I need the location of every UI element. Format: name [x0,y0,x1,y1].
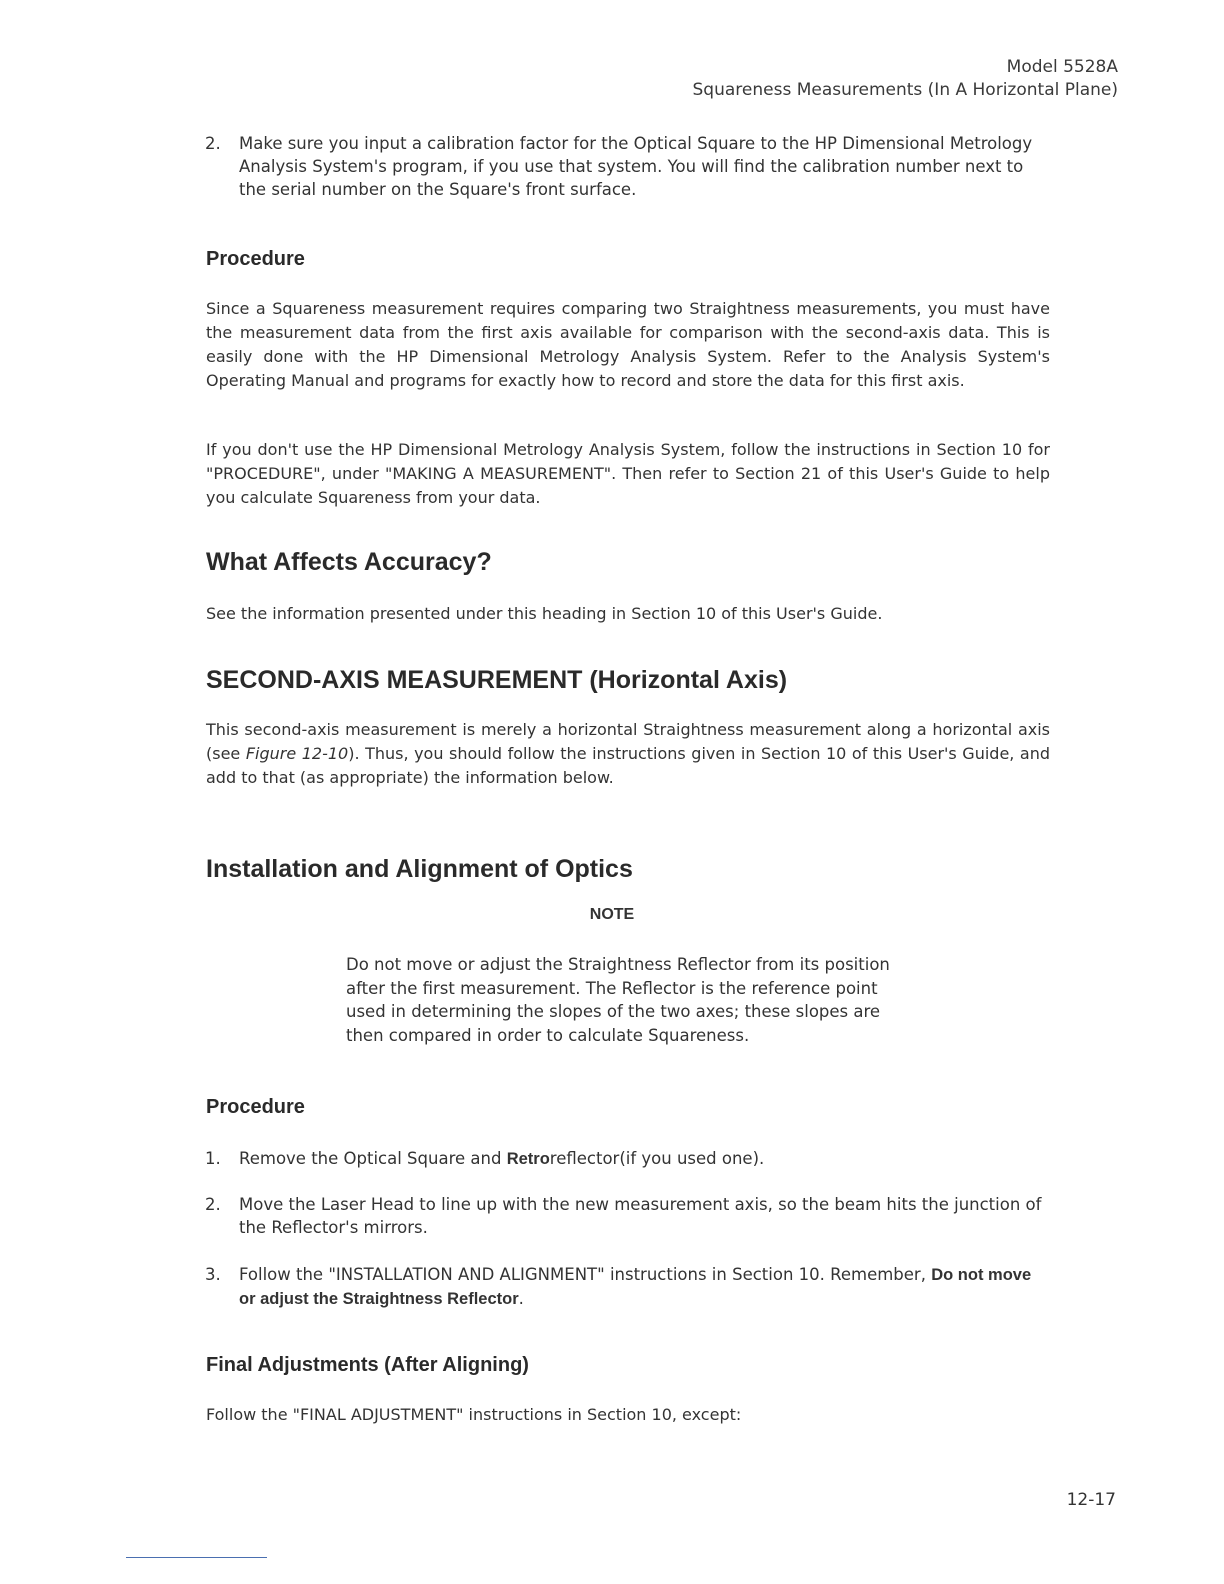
figure-reference: Figure 12-10 [245,744,349,763]
final-adjustments-paragraph: Follow the "FINAL ADJUSTMENT" instructions in Section 10, except: [206,1405,742,1424]
accuracy-paragraph: See the information presented under this heading in Section 10 of this User's Guide. [206,604,883,623]
procedure-2-heading: Procedure [206,1096,305,1118]
procedure-heading: Procedure [206,248,305,270]
procedure-paragraph-1: Since a Squareness measurement requires comparing two Straightness measurements, you must have the measurement data from the first axis available for comparison with the second-axis data. This is easily done with the HP Dimensional Metrology Analysis System. Refer to the Analysis System's Operating Manual and programs for exactly how to record and store the data for this first axis. [206,299,1050,390]
step-3-text-b: . [518,1289,524,1308]
footer-rule [126,1557,267,1558]
step-text [239,1263,1050,1311]
procedure-paragraph-2: If you don't use the HP Dimensional Metrology Analysis System, follow the instructions in Section 10 for "PROCEDURE", under "MAKING A MEASUREMENT". Then refer to Section 21 of this User's Guide to help you calculate Squareness from your data. [206,440,1050,507]
step-text: Move the Laser Head to line up with the new measurement axis, so the beam hits the junction of the Reflector's mirrors. [239,1195,1042,1237]
step-1-text-b: reflector(if you used one). [549,1149,765,1168]
step-text [239,1147,1050,1171]
header-subtitle: Squareness Measurements (In A Horizontal Plane) [692,80,1118,100]
step-1-bold: Retro [506,1150,550,1168]
second-axis-paragraph [206,718,1050,790]
step-number: 1. [205,1149,221,1168]
page-number: 12-17 [1066,1490,1116,1510]
note-title: NOTE [589,906,635,923]
step-number: 3. [205,1265,221,1284]
installation-heading: Installation and Alignment of Optics [206,855,633,883]
second-axis-text-a: This second-axis measurement is merely a horizontal Straightness measurement along a horizontal axis (see [206,720,1050,763]
procedure-step-3 [205,1263,1050,1311]
header-model: Model 5528A [1006,57,1118,77]
step-3-bold: Do not move or adjust the Straightness Reflector [239,1266,1032,1308]
procedure-step-1 [205,1147,1050,1171]
second-axis-heading: SECOND-AXIS MEASUREMENT (Horizontal Axis) [206,666,788,694]
final-adjustments-heading: Final Adjustments (After Aligning) [206,1354,529,1376]
step-1-text-a: Remove the Optical Square and [239,1149,507,1168]
second-axis-text-b: ). Thus, you should follow the instructions given in Section 10 of this User's Guide, and add to that (as appropriate) the information below. [206,744,1051,787]
procedure-step-2 [205,1193,1050,1239]
note-body: Do not move or adjust the Straightness Reflector from its position after the first measurement. The Reflector is the reference point used in determining the slopes of the two axes; these slopes are then compared in order to calculate Squareness. [346,955,890,1045]
step-number: 2. [205,1195,221,1214]
step-3-text-a: Follow the "INSTALLATION AND ALIGNMENT" instructions in Section 10. Remember, [239,1265,932,1284]
accuracy-heading: What Affects Accuracy? [206,548,492,576]
list-text: Make sure you input a calibration factor for the Optical Square to the HP Dimensional Metrology Analysis System's program, if you use that system. You will find the calibration number next to the serial number on the Square's front surface. [239,134,1033,199]
list-number: 2. [205,134,221,153]
intro-list-item [205,132,1050,201]
